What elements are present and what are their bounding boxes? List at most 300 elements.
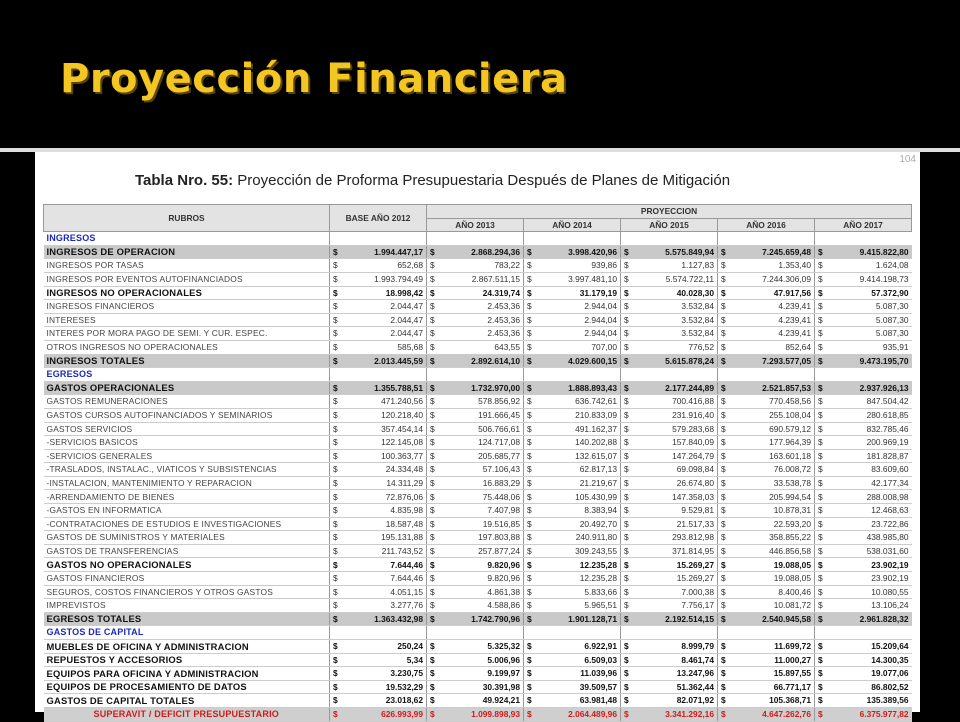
currency-symbol: $ [527,695,532,706]
value-cell [427,612,524,626]
value-cell [815,476,912,490]
currency-symbol: $ [333,654,338,665]
amount: 105.430,99 [575,491,617,502]
amount: 147.264,79 [672,450,714,461]
value-cell [815,585,912,599]
amount: 250,24 [397,641,423,652]
amount: 3.997.481,10 [568,274,617,285]
value-cell [621,558,718,572]
value-cell [330,232,427,246]
table-row [44,340,912,354]
currency-symbol: $ [818,355,823,366]
amount: 124.717,08 [478,437,520,448]
amount: 19.077,06 [871,668,909,679]
amount: 1.901.128,71 [568,613,617,624]
currency-symbol: $ [624,573,629,584]
amount: 8.999,79 [681,641,714,652]
value-cell [621,504,718,518]
amount: 4.647.262,76 [762,709,811,720]
amount: 211.743,52 [381,545,423,556]
row-label: EGRESOS TOTALES [44,612,330,626]
value-cell [330,694,427,708]
amount: 2.453,36 [487,314,520,325]
amount: 23.722,86 [871,518,909,529]
currency-symbol: $ [527,586,532,597]
value-cell [330,531,427,545]
table-row [44,544,912,558]
amount: 2.540.945,58 [762,613,811,624]
value-cell [330,572,427,586]
value-cell [524,640,621,654]
value-cell [718,626,815,640]
amount: 652,68 [397,260,423,271]
value-cell [621,436,718,450]
row-label: GASTOS NO OPERACIONALES [44,558,330,572]
currency-symbol: $ [624,654,629,665]
value-cell [330,612,427,626]
amount: 1.127,83 [681,260,714,271]
value-cell [815,640,912,654]
currency-symbol: $ [430,260,435,271]
currency-symbol: $ [624,246,629,257]
currency-symbol: $ [333,600,338,611]
amount: 8.383,94 [584,505,617,516]
row-label: -INSTALACION, MANTENIMIENTO Y REPARACION [44,476,330,490]
value-cell [621,408,718,422]
table-row [44,490,912,504]
currency-symbol: $ [333,532,338,543]
currency-symbol: $ [818,668,823,679]
currency-symbol: $ [430,246,435,257]
currency-symbol: $ [721,695,726,706]
currency-symbol: $ [430,545,435,556]
amount: 205.994,54 [769,491,811,502]
currency-symbol: $ [333,668,338,679]
value-cell [427,653,524,667]
value-cell [330,653,427,667]
currency-symbol: $ [721,410,726,420]
amount: 157.840,09 [672,437,714,448]
currency-symbol: $ [721,301,726,312]
value-cell [427,599,524,613]
amount: 4.051,15 [390,586,423,597]
currency-symbol: $ [430,518,435,529]
amount: 30.391,98 [482,681,520,692]
row-label: GASTOS SERVICIOS [44,422,330,436]
currency-symbol: $ [624,491,629,502]
currency-symbol: $ [430,396,435,407]
amount: 5.087,30 [875,301,909,312]
caption-text: Proyección de Proforma Presupuestaria Después de Planes de Mitigación [237,172,731,189]
currency-symbol: $ [527,600,532,611]
value-cell [718,476,815,490]
amount: 9.473.195,70 [859,355,909,366]
amount: 7.644,46 [390,573,423,584]
currency-symbol: $ [333,586,338,597]
value-cell [427,286,524,300]
currency-symbol: $ [333,518,338,529]
amount: 257.877,24 [478,545,520,556]
amount: 847.504,42 [866,396,909,407]
row-label: EQUIPOS PARA OFICINA Y ADMINISTRACION [44,667,330,681]
amount: 19.088,05 [773,573,811,584]
value-cell [330,476,427,490]
row-label: REPUESTOS Y ACCESORIOS [44,653,330,667]
header-year: AÑO 2017 [815,218,912,232]
table-row [44,422,912,436]
value-cell [718,653,815,667]
value-cell [524,599,621,613]
currency-symbol: $ [430,600,435,611]
amount: 147.358,03 [672,491,714,502]
currency-symbol: $ [818,274,823,285]
currency-symbol: $ [721,396,726,407]
value-cell [330,381,427,395]
row-label: INGRESOS NO OPERACIONALES [44,286,330,300]
amount: 700.416,88 [672,396,714,407]
currency-symbol: $ [333,641,338,652]
amount: 293.812,98 [672,532,714,543]
value-cell [524,354,621,368]
currency-symbol: $ [624,505,629,516]
value-cell [815,436,912,450]
currency-symbol: $ [527,410,532,420]
value-cell [718,558,815,572]
value-cell [427,667,524,681]
value-cell [815,422,912,436]
value-cell [718,612,815,626]
row-label: MUEBLES DE OFICINA Y ADMINISTRACION [44,640,330,654]
row-label: INGRESOS POR TASAS [44,259,330,273]
value-cell [524,300,621,314]
currency-symbol: $ [818,464,823,475]
value-cell [427,313,524,327]
amount: 42.177,34 [871,477,909,488]
amount: 2.453,36 [487,328,520,339]
amount: 39.509,57 [579,681,617,692]
value-cell [330,313,427,327]
amount: 357.454,14 [381,423,423,434]
amount: 280.618,85 [866,410,909,420]
table-row [44,381,912,395]
currency-symbol: $ [818,342,823,353]
currency-symbol: $ [721,477,726,488]
currency-symbol: $ [721,641,726,652]
value-cell [815,300,912,314]
value-cell [621,476,718,490]
table-row [44,476,912,490]
currency-symbol: $ [527,641,532,652]
amount: 163.601,18 [769,450,811,461]
amount: 11.000,27 [774,654,811,665]
currency-symbol: $ [624,410,629,420]
value-cell [621,368,718,382]
currency-symbol: $ [430,410,435,420]
currency-symbol: $ [624,545,629,556]
amount: 24.334,48 [385,464,423,475]
value-cell [524,368,621,382]
value-cell [524,531,621,545]
value-cell [815,313,912,327]
table-row [44,626,912,640]
value-cell [330,408,427,422]
value-cell [815,694,912,708]
row-label: OTROS INGRESOS NO OPERACIONALES [44,340,330,354]
value-cell [815,612,912,626]
amount: 5.325,32 [487,641,520,652]
currency-symbol: $ [333,559,338,570]
value-cell [621,490,718,504]
value-cell [718,381,815,395]
amount: 2.044,47 [390,301,423,312]
currency-symbol: $ [818,654,823,665]
table-row [44,667,912,681]
amount: 1.732.970,00 [471,382,520,393]
currency-symbol: $ [624,641,629,652]
currency-symbol: $ [818,410,823,420]
amount: 358.855,22 [769,532,811,543]
table-row [44,245,912,259]
currency-symbol: $ [430,464,435,475]
amount: 140.202,88 [575,437,617,448]
currency-symbol: $ [624,477,629,488]
amount: 47.917,56 [773,287,811,298]
value-cell [621,286,718,300]
amount: 122.145,08 [381,437,423,448]
amount: 832.785,46 [866,423,909,434]
currency-symbol: $ [430,301,435,312]
currency-symbol: $ [818,545,823,556]
value-cell [524,395,621,409]
amount: 7.245.659,48 [762,246,811,257]
row-label: -ARRENDAMIENTO DE BIENES [44,490,330,504]
currency-symbol: $ [527,709,532,720]
currency-symbol: $ [818,450,823,461]
currency-symbol: $ [333,260,338,271]
amount: 191.666,45 [478,410,520,420]
currency-symbol: $ [818,681,823,692]
amount: 69.098,84 [676,464,714,475]
row-label: INTERES POR MORA PAGO DE SEMI. Y CUR. ESPEC. [44,327,330,341]
currency-symbol: $ [624,260,629,271]
amount: 21.219,67 [579,477,617,488]
amount: 86.802,52 [871,681,909,692]
table-body [44,232,912,721]
currency-symbol: $ [624,301,629,312]
value-cell [815,327,912,341]
amount: 371.814,95 [672,545,714,556]
amount: 240.911,80 [575,532,617,543]
value-cell [718,395,815,409]
currency-symbol: $ [624,355,629,366]
row-label: GASTOS OPERACIONALES [44,381,330,395]
amount: 24.319,74 [482,287,520,298]
amount: 4.588,86 [487,600,520,611]
amount: 4.861,38 [487,586,520,597]
currency-symbol: $ [818,505,823,516]
document-scan [35,152,920,720]
value-cell [427,640,524,654]
currency-symbol: $ [721,586,726,597]
currency-symbol: $ [624,450,629,461]
row-label: -TRASLADOS, INSTALAC., VIATICOS Y SUBSISTENCIAS [44,463,330,477]
amount: 1.355.788,51 [374,382,423,393]
amount: 12.468,63 [871,505,909,516]
value-cell [621,640,718,654]
currency-symbol: $ [624,287,629,298]
currency-symbol: $ [527,287,532,298]
table-row [44,272,912,286]
currency-symbol: $ [527,654,532,665]
value-cell [718,327,815,341]
currency-symbol: $ [721,355,726,366]
value-cell [815,449,912,463]
currency-symbol: $ [818,301,823,312]
currency-symbol: $ [818,437,823,448]
currency-symbol: $ [624,668,629,679]
amount: 2.867.511,15 [471,274,520,285]
amount: 852,64 [785,342,811,353]
value-cell [621,395,718,409]
currency-symbol: $ [527,573,532,584]
value-cell [427,585,524,599]
table-row [44,599,912,613]
currency-symbol: $ [721,573,726,584]
amount: 9.820,96 [487,573,520,584]
amount: 309.243,55 [575,545,617,556]
value-cell [330,517,427,531]
amount: 210.833,09 [575,410,617,420]
value-cell [815,408,912,422]
table-row [44,653,912,667]
amount: 31.179,19 [579,287,617,298]
amount: 15.209,64 [871,641,909,652]
currency-symbol: $ [430,314,435,325]
amount: 22.593,20 [773,518,811,529]
currency-symbol: $ [333,505,338,516]
value-cell [718,272,815,286]
currency-symbol: $ [527,545,532,556]
currency-symbol: $ [721,314,726,325]
currency-symbol: $ [624,314,629,325]
currency-symbol: $ [818,600,823,611]
amount: 4.239,41 [778,314,811,325]
value-cell [621,245,718,259]
value-cell [621,463,718,477]
currency-symbol: $ [430,559,435,570]
value-cell [524,340,621,354]
value-cell [524,381,621,395]
amount: 26.674,80 [676,477,714,488]
amount: 3.230,75 [390,668,423,679]
header-base-year: BASE AÑO 2012 [330,205,427,232]
table-row [44,300,912,314]
currency-symbol: $ [818,260,823,271]
amount: 2.937.926,13 [859,382,909,393]
amount: 6.509,03 [584,654,617,665]
amount: 585,68 [397,342,423,353]
table-row [44,408,912,422]
row-label: GASTOS DE CAPITAL [44,626,330,640]
value-cell [524,327,621,341]
currency-symbol: $ [333,681,338,692]
currency-symbol: $ [333,423,338,434]
amount: 132.615,07 [575,450,617,461]
amount: 15.897,55 [773,668,811,679]
value-cell [427,694,524,708]
amount: 3.532,84 [681,301,714,312]
currency-symbol: $ [624,613,629,624]
amount: 19.532,29 [385,681,423,692]
currency-symbol: $ [333,382,338,393]
value-cell [718,490,815,504]
value-cell [330,680,427,694]
value-cell [427,626,524,640]
amount: 636.742,61 [575,396,617,407]
table-row [44,504,912,518]
value-cell [718,354,815,368]
amount: 4.239,41 [778,328,811,339]
currency-symbol: $ [333,573,338,584]
currency-symbol: $ [527,314,532,325]
value-cell [330,354,427,368]
value-cell [524,476,621,490]
amount: 40.028,30 [676,287,714,298]
caption-prefix: Tabla Nro. 55: [135,172,234,189]
value-cell [718,436,815,450]
amount: 5.575.849,94 [665,246,714,257]
table-row [44,531,912,545]
value-cell [718,245,815,259]
amount: 177.964,39 [769,437,811,448]
value-cell [427,707,524,721]
amount: 197.803,88 [478,532,520,543]
value-cell [815,272,912,286]
table-row [44,368,912,382]
amount: 2.192.514,15 [665,613,714,624]
amount: 51.362,44 [676,681,714,692]
value-cell [621,612,718,626]
table-row [44,558,912,572]
amount: 2.044,47 [390,328,423,339]
table-caption [135,172,730,189]
amount: 57.106,43 [482,464,520,475]
currency-symbol: $ [430,491,435,502]
value-cell [524,626,621,640]
amount: 23.902,19 [871,559,909,570]
table-row [44,640,912,654]
row-label: GASTOS DE SUMINISTROS Y MATERIALES [44,531,330,545]
amount: 5.087,30 [875,314,909,325]
value-cell [621,531,718,545]
value-cell [524,408,621,422]
table-row [44,436,912,450]
currency-symbol: $ [430,382,435,393]
amount: 5.574.722,11 [665,274,714,285]
value-cell [718,531,815,545]
currency-symbol: $ [527,532,532,543]
amount: 2.944,04 [584,301,617,312]
value-cell [427,245,524,259]
value-cell [621,572,718,586]
value-cell [524,449,621,463]
currency-symbol: $ [624,464,629,475]
amount: 19.088,05 [773,559,811,570]
currency-symbol: $ [818,613,823,624]
currency-symbol: $ [333,246,338,257]
value-cell [330,640,427,654]
amount: 538.031,60 [866,545,909,556]
